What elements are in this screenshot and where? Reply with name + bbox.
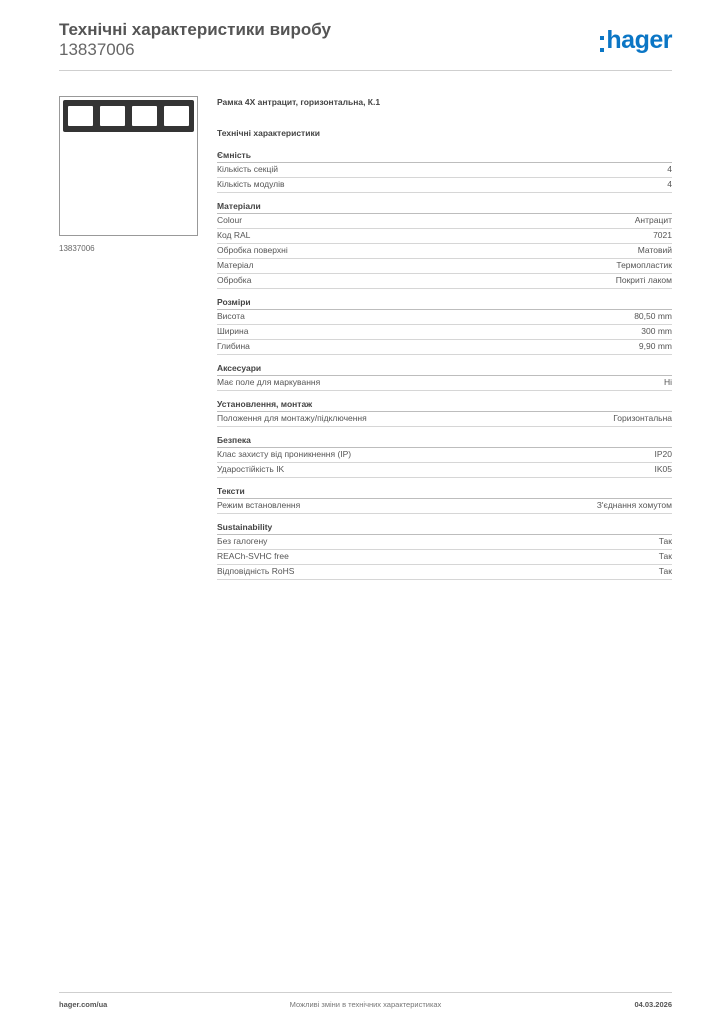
spec-value: IK05 [654,464,672,474]
page-header [59,20,672,71]
page-footer [59,992,672,1013]
spec-label: Ширина [217,326,249,336]
spec-value: 4 [667,164,672,174]
spec-group [217,199,672,289]
spec-value: 300 mm [641,326,672,336]
spec-row [217,259,672,274]
spec-row [217,178,672,193]
spec-row [217,340,672,355]
spec-label: REACh-SVHC free [217,551,289,561]
spec-row [217,499,672,514]
product-code: 13837006 [59,40,135,59]
spec-value: 7021 [653,230,672,240]
spec-row [217,448,672,463]
frame-4x-icon [63,100,194,132]
spec-groups [217,148,672,580]
spec-row [217,325,672,340]
spec-row [217,163,672,178]
spec-row [217,376,672,391]
spec-label: Обробка поверхні [217,245,288,255]
spec-group [217,433,672,478]
spec-group [217,520,672,580]
spec-value: З'єднання хомутом [596,500,672,510]
spec-label: Глибина [217,341,250,351]
spec-value: IP20 [654,449,672,459]
spec-label: Colour [217,215,243,225]
spec-value: Матовий [637,245,672,255]
spec-value: Так [658,536,672,546]
spec-label: Має поле для маркування [217,377,321,387]
spec-group-title: Тексти [217,484,672,499]
spec-row [217,274,672,289]
spec-group [217,295,672,355]
page-title: Технічні характеристики виробу [59,20,331,39]
spec-value: 80,50 mm [634,311,672,321]
spec-row [217,565,672,580]
spec-group-title: Ємність [217,148,672,163]
spec-group-title: Безпека [217,433,672,448]
logo-colon-icon [600,36,604,52]
spec-group-title: Установлення, монтаж [217,397,672,412]
spec-group [217,397,672,427]
footer-website: hager.com/ua [59,1000,108,1009]
spec-label: Матеріал [217,260,254,270]
spec-label: Клас захисту від проникнення (IP) [217,449,352,459]
spec-value: Так [658,551,672,561]
spec-row [217,550,672,565]
spec-row [217,412,672,427]
spec-value: Антрацит [634,215,672,225]
spec-row [217,463,672,478]
spec-group-title: Матеріали [217,199,672,214]
spec-label: Ударостійкість IK [217,464,285,474]
spec-group [217,484,672,514]
spec-group [217,148,672,193]
spec-group-title: Розміри [217,295,672,310]
spec-row [217,310,672,325]
spec-label: Без галогену [217,536,268,546]
spec-value: Ні [663,377,672,387]
hager-logo [600,28,672,53]
footer-note: Можливі зміни в технічних характеристиках [289,1000,442,1009]
spec-value: 9,90 mm [638,341,672,351]
spec-label: Режим встановлення [217,500,301,510]
section-title: Технічні характеристики [217,128,320,138]
spec-row [217,244,672,259]
product-title: Рамка 4Х антрацит, горизонтальна, К.1 [217,97,381,107]
image-caption: 13837006 [59,244,95,253]
spec-group-title: Аксесуари [217,361,672,376]
spec-row [217,214,672,229]
spec-value: 4 [667,179,672,189]
spec-label: Положення для монтажу/підключення [217,413,367,423]
spec-label: Код RAL [217,230,251,240]
spec-value: Так [658,566,672,576]
spec-row [217,535,672,550]
spec-row [217,229,672,244]
spec-group-title: Sustainability [217,520,672,535]
spec-label: Відповідність RoHS [217,566,295,576]
spec-label: Висота [217,311,245,321]
spec-value: Термопластик [616,260,672,270]
footer-date: 04.03.2026 [634,1000,672,1009]
spec-content [217,96,672,580]
spec-value: Покриті лаком [615,275,672,285]
spec-value: Горизонтальна [613,413,672,423]
logo-text: hager [606,26,672,54]
spec-label: Кількість секцій [217,164,278,174]
spec-label: Обробка [217,275,252,285]
spec-group [217,361,672,391]
product-image [59,96,198,236]
spec-label: Кількість модулів [217,179,285,189]
